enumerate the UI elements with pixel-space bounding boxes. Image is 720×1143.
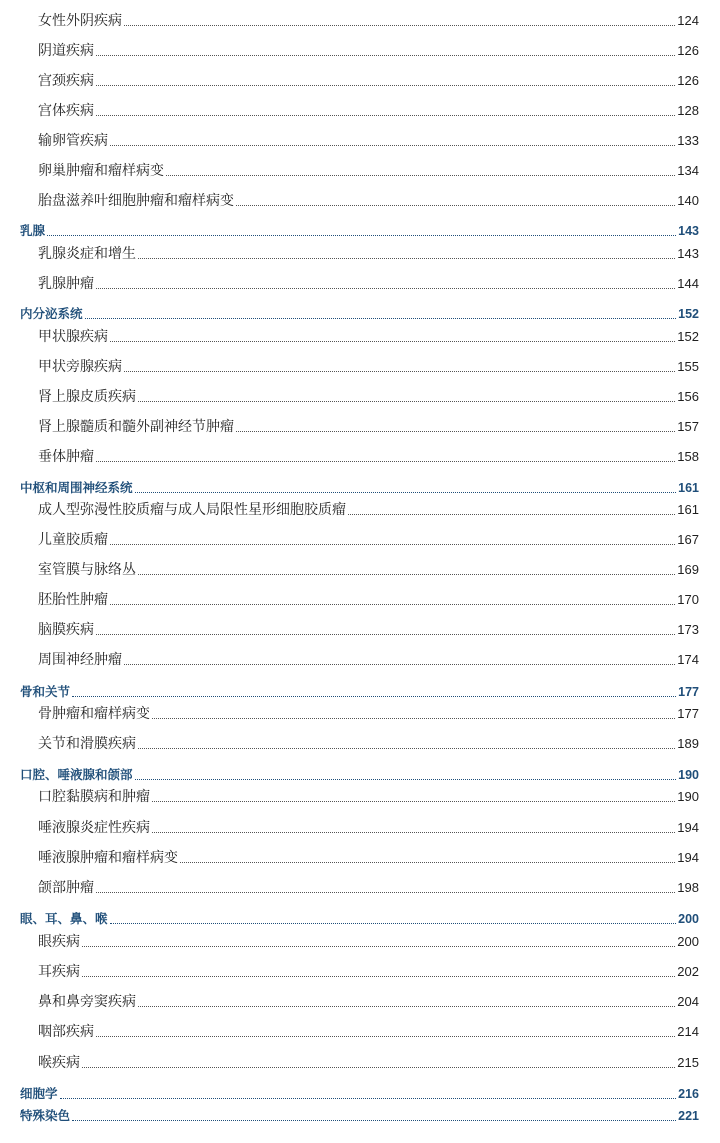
dot-leader [135, 779, 677, 780]
toc-section-page: 161 [678, 481, 699, 495]
toc-entry-title: 宫体疾病 [38, 103, 94, 119]
dot-leader [96, 634, 675, 635]
toc-entry-title: 咽部疾病 [38, 1024, 94, 1040]
toc-entry-subsection[interactable] [38, 191, 699, 211]
dot-leader [96, 85, 675, 86]
toc-section-title: 内分泌系统 [20, 306, 83, 321]
toc-entry-section[interactable] [20, 305, 699, 323]
toc-entry-subsection[interactable] [38, 41, 699, 61]
toc-entry-title: 乳腺肿瘤 [38, 276, 94, 292]
dot-leader [152, 832, 675, 833]
toc-entry-page: 194 [677, 820, 699, 835]
toc-entry-subsection[interactable] [38, 620, 699, 640]
dot-leader [110, 923, 677, 924]
toc-entry-page: 190 [677, 789, 699, 804]
toc-entry-subsection[interactable] [38, 1022, 699, 1042]
dot-leader [138, 1006, 675, 1007]
dot-leader [236, 205, 675, 206]
toc-entry-section[interactable] [20, 1107, 699, 1125]
toc-entry-title: 喉疾病 [38, 1055, 80, 1071]
dot-leader [166, 175, 675, 176]
toc-section-page: 177 [678, 685, 699, 699]
toc-entry-title: 胚胎性肿瘤 [38, 592, 108, 608]
toc-entry-subsection[interactable] [38, 244, 699, 264]
toc-entry-page: 200 [677, 934, 699, 949]
toc-entry-page: 177 [677, 706, 699, 721]
toc-entry-page: 158 [677, 449, 699, 464]
toc-entry-subsection[interactable] [38, 101, 699, 121]
toc-entry-subsection[interactable] [38, 447, 699, 467]
toc-section-page: 190 [678, 768, 699, 782]
dot-leader [180, 862, 675, 863]
dot-leader [124, 664, 675, 665]
dot-leader [110, 604, 675, 605]
toc-entry-page: 173 [677, 622, 699, 637]
toc-entry-page: 126 [677, 73, 699, 88]
toc-entry-subsection[interactable] [38, 818, 699, 838]
toc-entry-subsection[interactable] [38, 500, 699, 520]
toc-entry-title: 宫颈疾病 [38, 73, 94, 89]
dot-leader [124, 371, 675, 372]
toc-entry-subsection[interactable] [38, 704, 699, 724]
toc-entry-page: 214 [677, 1024, 699, 1039]
toc-section-page: 152 [678, 307, 699, 321]
toc-entry-title: 儿童胶质瘤 [38, 532, 108, 548]
dot-leader [96, 892, 675, 893]
toc-entry-page: 169 [677, 562, 699, 577]
dot-leader [138, 401, 675, 402]
toc-section-title: 口腔、唾液腺和颌部 [20, 767, 133, 782]
dot-leader [138, 574, 675, 575]
toc-entry-title: 卵巢肿瘤和瘤样病变 [38, 163, 164, 179]
dot-leader [138, 258, 675, 259]
dot-leader [82, 1067, 675, 1068]
toc-entry-section[interactable] [20, 479, 699, 497]
dot-leader [96, 1036, 675, 1037]
toc-entry-subsection[interactable] [38, 787, 699, 807]
toc-entry-subsection[interactable] [38, 962, 699, 982]
toc-entry-title: 室管膜与脉络丛 [38, 562, 136, 578]
toc-entry-title: 颌部肿瘤 [38, 880, 94, 896]
toc-entry-title: 甲状旁腺疾病 [38, 359, 122, 375]
toc-entry-title: 输卵管疾病 [38, 133, 108, 149]
dot-leader [110, 544, 675, 545]
toc-entry-title: 胎盘滋养叶细胞肿瘤和瘤样病变 [38, 193, 234, 209]
toc-entry-subsection[interactable] [38, 357, 699, 377]
toc-entry-title: 眼疾病 [38, 934, 80, 950]
toc-entry-subsection[interactable] [38, 327, 699, 347]
dot-leader [96, 461, 675, 462]
toc-entry-title: 耳疾病 [38, 964, 80, 980]
dot-leader [152, 718, 675, 719]
dot-leader [110, 145, 675, 146]
toc-entry-title: 口腔黏膜病和肿瘤 [38, 789, 150, 805]
toc-entry-section[interactable] [20, 910, 699, 928]
dot-leader [236, 431, 675, 432]
toc-entry-title: 成人型弥漫性胶质瘤与成人局限性星形细胞胶质瘤 [38, 502, 346, 518]
toc-entry-subsection[interactable] [38, 71, 699, 91]
toc-entry-subsection[interactable] [38, 878, 699, 898]
toc-entry-page: 140 [677, 193, 699, 208]
dot-leader [60, 1098, 677, 1099]
dot-leader [96, 288, 675, 289]
toc-entry-section[interactable] [20, 222, 699, 240]
dot-leader [82, 946, 675, 947]
toc-entry-title: 脑膜疾病 [38, 622, 94, 638]
toc-entry-page: 170 [677, 592, 699, 607]
dot-leader [82, 976, 675, 977]
dot-leader [72, 696, 676, 697]
toc-section-page: 200 [678, 912, 699, 926]
toc-entry-title: 肾上腺皮质疾病 [38, 389, 136, 405]
toc-entry-page: 174 [677, 652, 699, 667]
toc-entry-title: 鼻和鼻旁窦疾病 [38, 994, 136, 1010]
toc-entry-subsection[interactable] [38, 932, 699, 952]
toc-entry-section[interactable] [20, 766, 699, 784]
dot-leader [72, 1120, 676, 1121]
dot-leader [110, 341, 675, 342]
toc-entry-subsection[interactable] [38, 131, 699, 151]
toc-entry-page: 155 [677, 359, 699, 374]
toc-section-page: 216 [678, 1087, 699, 1101]
toc-entry-subsection[interactable] [38, 274, 699, 294]
dot-leader [47, 235, 676, 236]
toc-section-title: 眼、耳、鼻、喉 [20, 911, 108, 926]
toc-entry-subsection[interactable] [38, 848, 699, 868]
toc-entry-page: 189 [677, 736, 699, 751]
toc-section-title: 骨和关节 [20, 684, 71, 699]
toc-entry-page: 134 [677, 163, 699, 178]
toc-entry-page: 133 [677, 133, 699, 148]
toc-entry-title: 唾液腺炎症性疾病 [38, 820, 150, 836]
dot-leader [138, 748, 675, 749]
toc-entry-subsection[interactable] [38, 560, 699, 580]
toc-entry-title: 骨肿瘤和瘤样病变 [38, 706, 150, 722]
toc-entry-title: 唾液腺肿瘤和瘤样病变 [38, 850, 178, 866]
toc-entry-subsection[interactable] [38, 992, 699, 1012]
toc-entry-page: 144 [677, 276, 699, 291]
dot-leader [124, 25, 675, 26]
toc-entry-page: 152 [677, 329, 699, 344]
dot-leader [96, 55, 675, 56]
toc-section-page: 143 [678, 224, 699, 238]
toc-entry-subsection[interactable] [38, 650, 699, 670]
toc-entry-page: 215 [677, 1055, 699, 1070]
toc-entry-page: 161 [677, 502, 699, 517]
toc-entry-title: 垂体肿瘤 [38, 449, 94, 465]
toc-entry-subsection[interactable] [38, 417, 699, 437]
toc-entry-page: 198 [677, 880, 699, 895]
dot-leader [348, 514, 675, 515]
toc-entry-title: 乳腺炎症和增生 [38, 246, 136, 262]
toc-entry-page: 167 [677, 532, 699, 547]
toc-section-title: 中枢和周围神经系统 [20, 480, 133, 495]
toc-entry-title: 关节和滑膜疾病 [38, 736, 136, 752]
toc-entry-page: 194 [677, 850, 699, 865]
toc-entry-subsection[interactable] [38, 161, 699, 181]
toc-entry-page: 202 [677, 964, 699, 979]
toc-section-title: 特殊染色 [20, 1108, 71, 1123]
toc-section-title: 乳腺 [20, 223, 46, 238]
toc-entry-title: 女性外阴疾病 [38, 13, 122, 29]
toc-section-page: 221 [678, 1109, 699, 1123]
toc-entry-section[interactable] [20, 1085, 699, 1103]
toc-entry-subsection[interactable] [38, 387, 699, 407]
toc-entry-title: 周围神经肿瘤 [38, 652, 122, 668]
toc-entry-title: 甲状腺疾病 [38, 329, 108, 345]
dot-leader [85, 318, 677, 319]
toc-entry-subsection[interactable] [38, 590, 699, 610]
toc-entry-page: 124 [677, 13, 699, 28]
toc-entry-page: 156 [677, 389, 699, 404]
toc-entry-subsection[interactable] [38, 734, 699, 754]
toc-entry-section[interactable] [20, 683, 699, 701]
toc-entry-page: 204 [677, 994, 699, 1009]
dot-leader [152, 801, 675, 802]
toc-entry-title: 肾上腺髓质和髓外副神经节肿瘤 [38, 419, 234, 435]
toc-section-title: 细胞学 [20, 1086, 58, 1101]
toc-entry-subsection[interactable] [38, 530, 699, 550]
dot-leader [96, 115, 675, 116]
toc-entry-page: 126 [677, 43, 699, 58]
toc-entry-page: 143 [677, 246, 699, 261]
dot-leader [135, 492, 677, 493]
toc-entry-title: 阴道疾病 [38, 43, 94, 59]
toc-entry-subsection[interactable] [38, 11, 699, 31]
toc-entry-subsection[interactable] [38, 1053, 699, 1073]
toc-entry-page: 157 [677, 419, 699, 434]
toc-entry-page: 128 [677, 103, 699, 118]
